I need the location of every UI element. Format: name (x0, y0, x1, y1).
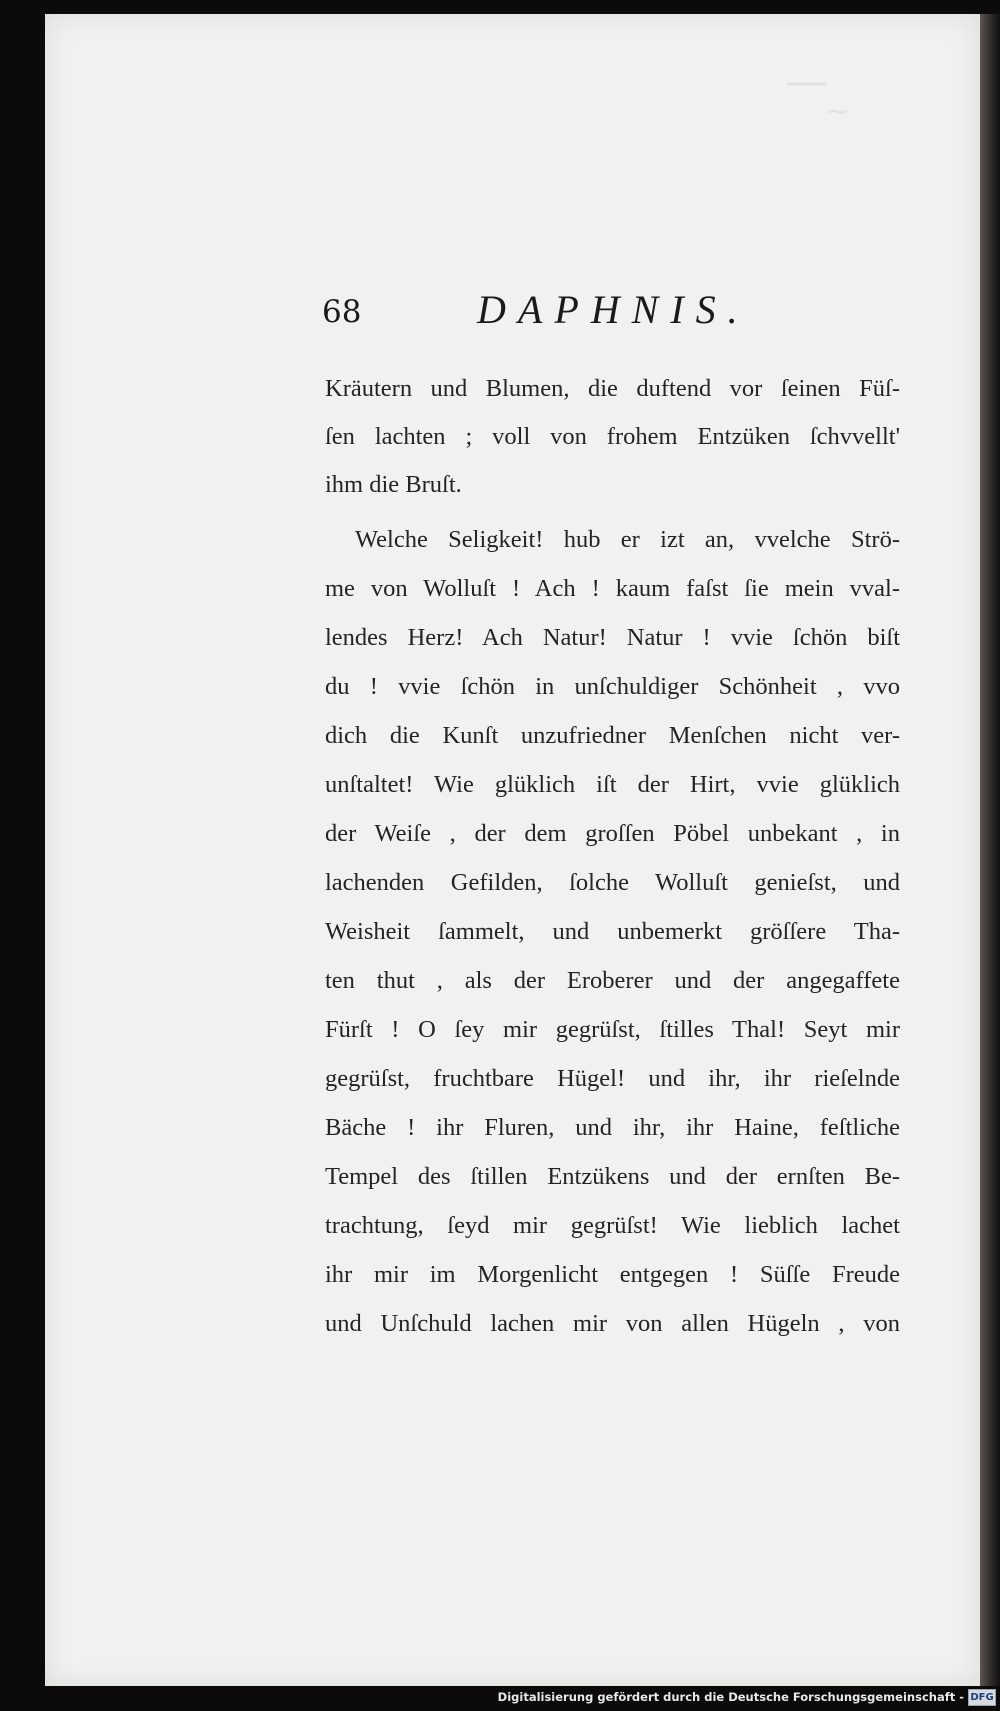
bleed-through-mark: — (785, 56, 829, 107)
text-line: ten thut , als der Eroberer und der angegaffete (325, 967, 900, 994)
running-head (322, 286, 752, 336)
text-line: me von Wolluſt ! Ach ! kaum faſst ſie mein vval- (325, 575, 900, 602)
book-edge (980, 14, 1000, 1686)
text-line: trachtung, ſeyd mir gegrüſst! Wie lieblich lachet (325, 1212, 900, 1239)
text-line: du ! vvie ſchön in unſchuldiger Schönheit , vvo (325, 673, 900, 700)
bleed-through-mark: ~ (825, 94, 851, 129)
text-line: lendes Herz! Ach Natur! Natur ! vvie ſchön biſt (325, 624, 900, 651)
book-page (45, 14, 980, 1686)
text-line: gegrüſst, fruchtbare Hügel! und ihr, ihr rieſelnde (325, 1065, 900, 1092)
text-line: unſtaltet! Wie glüklich iſt der Hirt, vvie glüklich (325, 771, 900, 798)
text-line: dich die Kunſt unzufriedner Menſchen nicht ver- (325, 722, 900, 749)
text-line: Fürſt ! O ſey mir gegrüſst, ſtilles Thal! Seyt mir (325, 1016, 900, 1043)
text-line: Bäche ! ihr Fluren, und ihr, ihr Haine, feſtliche (325, 1114, 900, 1141)
footer-credit: Digitalisierung gefördert durch die Deutsche Forschungsgemeinschaft - (497, 1690, 964, 1704)
dfg-logo-icon: DFG (968, 1689, 996, 1706)
page-number: 68 (322, 294, 362, 330)
text-line: ſen lachten ; voll von frohem Entzüken ſchvvellt' (325, 423, 900, 450)
footer-bar (0, 1686, 1000, 1711)
text-line: ihr mir im Morgenlicht entgegen ! Süſſe Freude (325, 1261, 900, 1288)
text-line: ihm die Bruſt. (325, 471, 462, 498)
text-line: Weisheit ſammelt, und unbemerkt gröſſere Tha- (325, 918, 900, 945)
running-title: DAPHNIS. (477, 287, 750, 332)
text-line: lachenden Gefilden, ſolche Wolluſt genieſst, und (325, 869, 900, 896)
text-line: Tempel des ſtillen Entzükens und der ernſten Be- (325, 1163, 900, 1190)
text-line: Welche Seligkeit! hub er izt an, vvelche Strö- (355, 526, 900, 553)
text-line: und Unſchuld lachen mir von allen Hügeln , von (325, 1310, 900, 1337)
text-line: Kräutern und Blumen, die duftend vor ſeinen Füſ- (325, 375, 900, 402)
text-line: der Weiſe , der dem groſſen Pöbel unbekant , in (325, 820, 900, 847)
